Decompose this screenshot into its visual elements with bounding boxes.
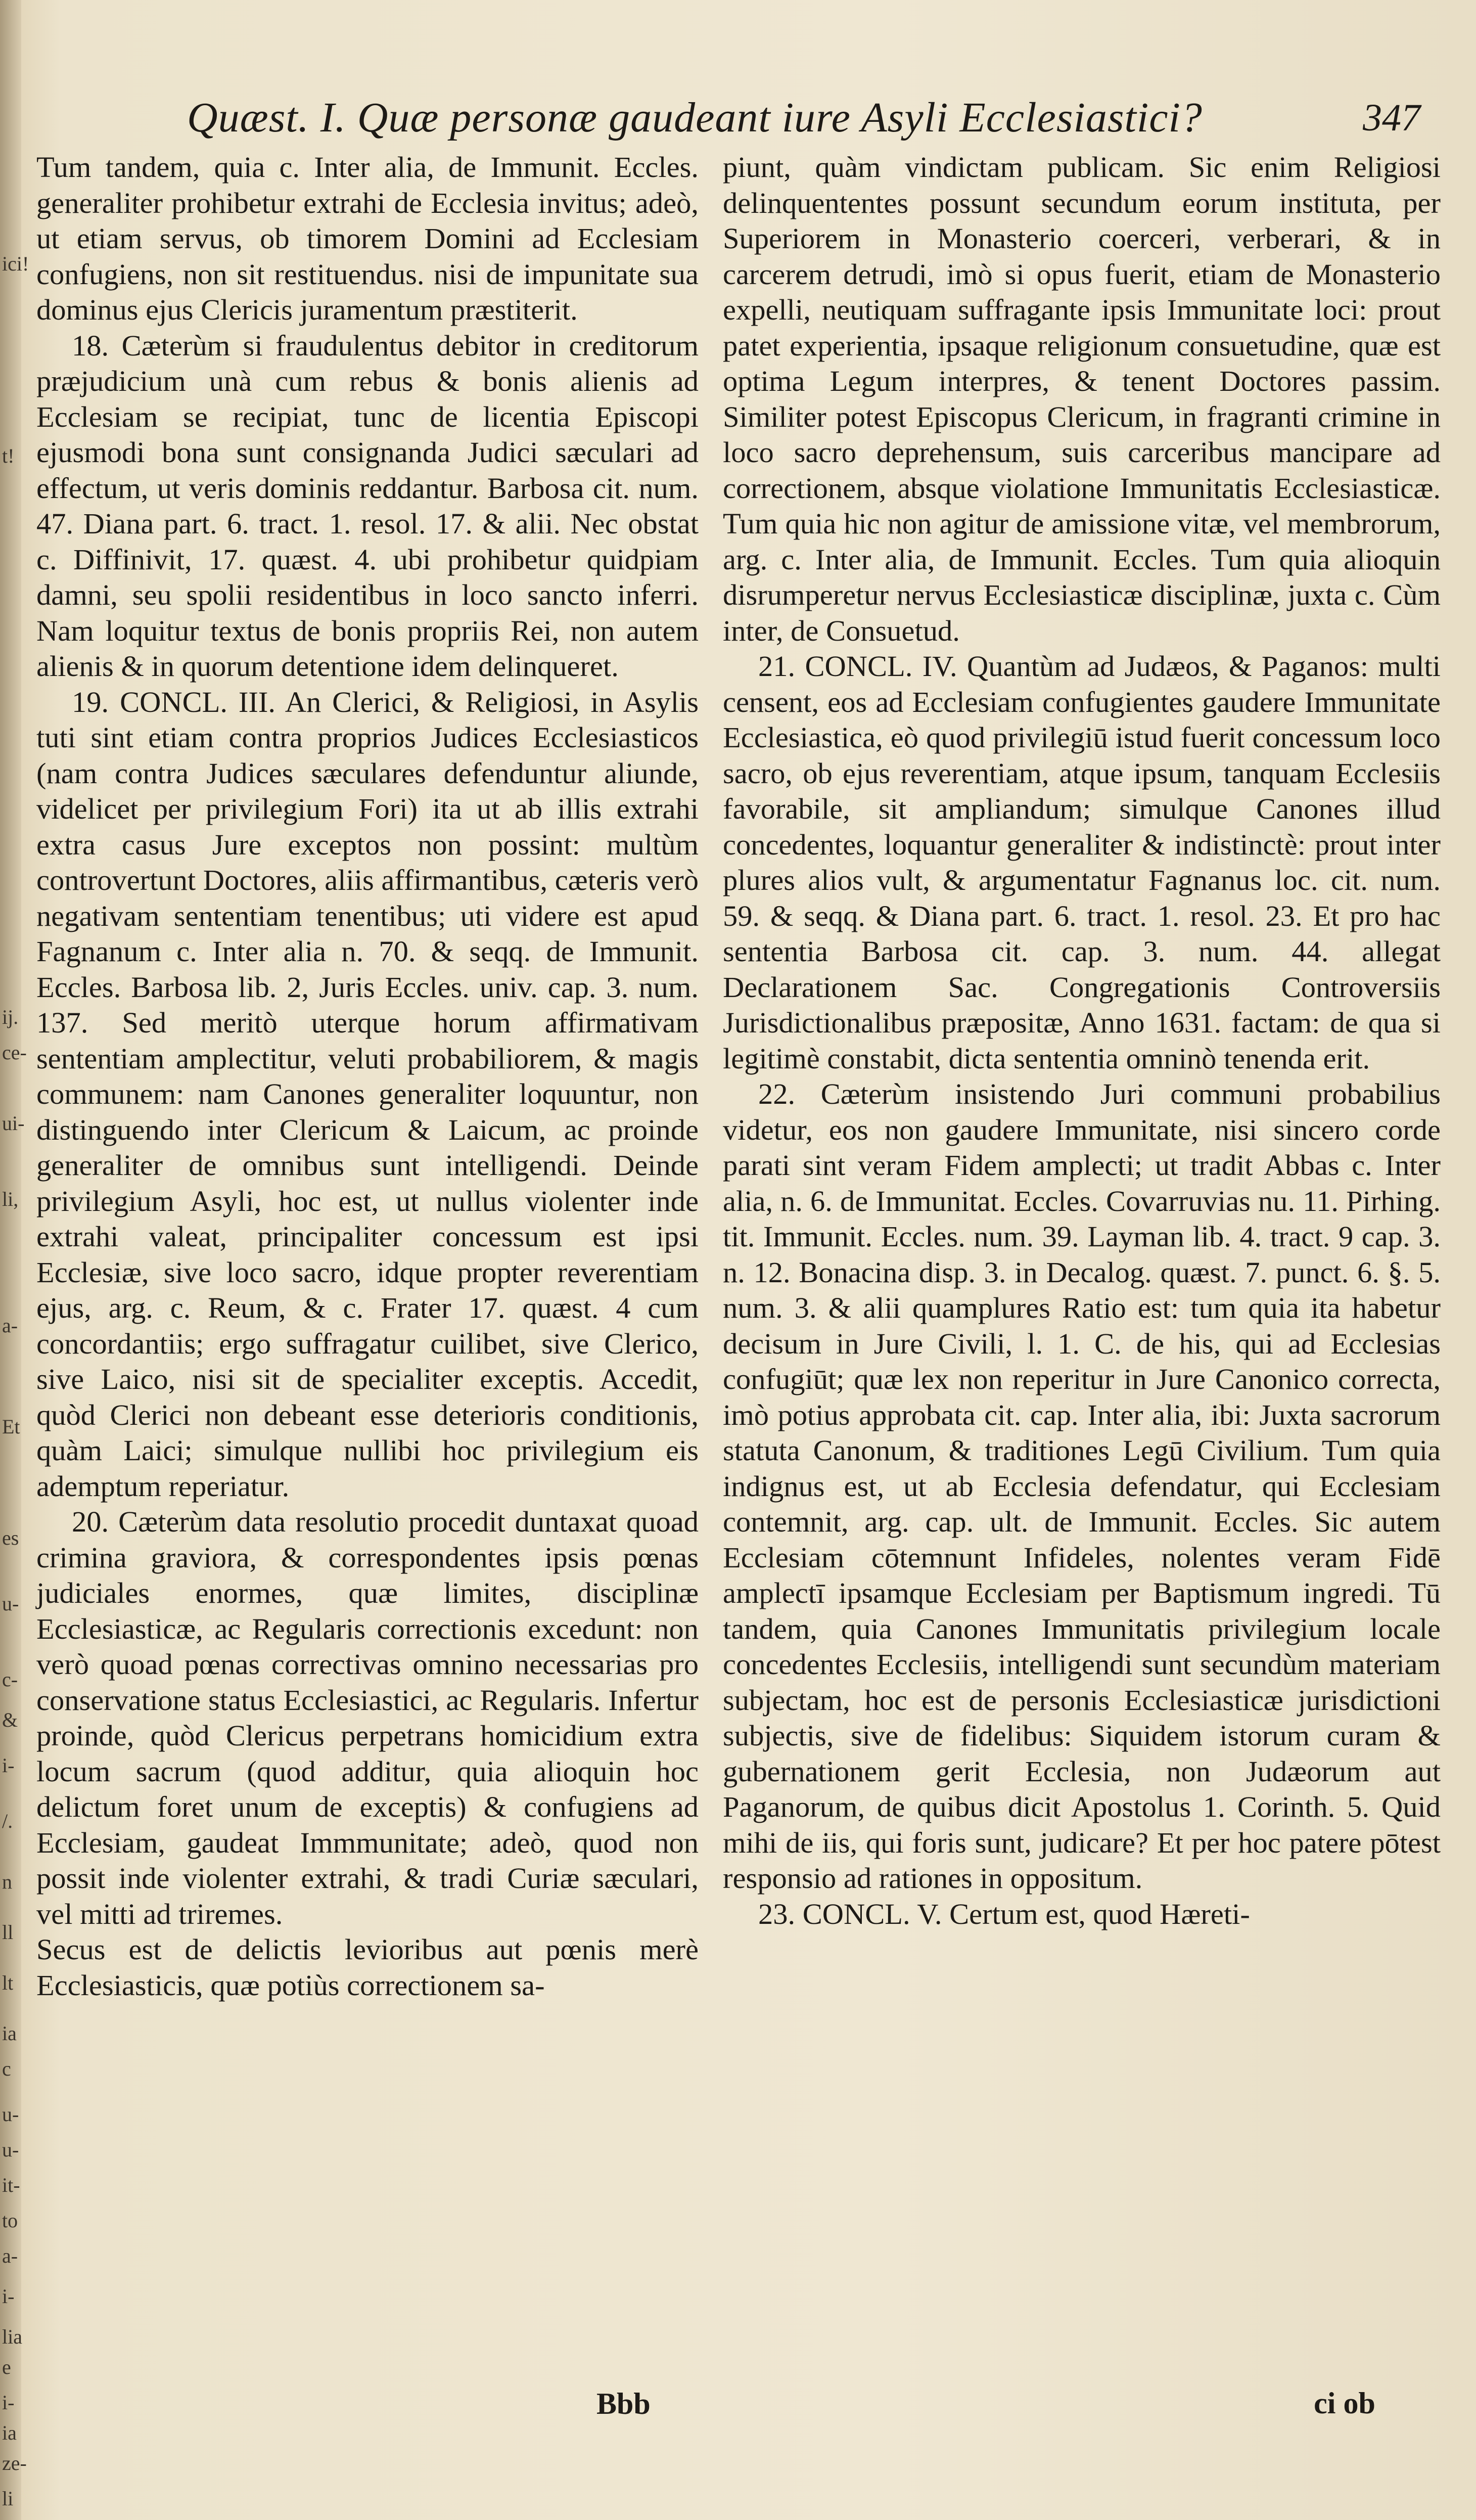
paragraph: 23. CONCL. V. Certum est, quod Hæreti- <box>758 1897 1250 1930</box>
margin-fragment: Et <box>2 1415 20 1438</box>
margin-fragment: ui- <box>2 1112 25 1135</box>
margin-fragment: u- <box>2 1592 19 1615</box>
margin-fragment: ll <box>2 1921 14 1944</box>
page-number: 347 <box>1363 97 1420 139</box>
margin-fragment: i- <box>2 2391 15 2414</box>
margin-fragment: ia <box>2 2421 17 2444</box>
left-column <box>36 150 699 2003</box>
margin-fragment: it- <box>2 2174 20 2196</box>
margin-fragment: lt <box>2 1971 14 1994</box>
margin-fragment: c- <box>2 1668 18 1691</box>
margin-fragment: a- <box>2 1314 18 1337</box>
paragraph: Tum tandem, quia c. Inter alia, de Immunit. Eccles. generaliter prohibetur extrahi de Ecclesia invitus; adeò, ut etiam servus, ob timorem Domini ad Ecclesiam confugiens, non sit restituendus. nisi de impunitate sua dominus ejus Clericis juramentum præstiterit. <box>36 151 699 326</box>
margin-fragment: i- <box>2 2285 15 2308</box>
paragraph: 21. CONCL. IV. Quantùm ad Judæos, & Paganos: multi censent, eos ad Ecclesiam confugientes gaudere Immunitate Ecclesiastica, eò quod privilegiū istud fuerit concessum loco sacro, ob ejus reverentiam, atque ipsum, tanquam Ecclesiis favorabile, sit ampliandum; simulque Canones illud concedentes, loquantur generaliter & indistinctè: prout inter plures alios vult, & argumentatur Fagnanus loc. cit. num. 59. & seqq. & Diana part. 6. tract. 1. resol. 23. Et pro hac sententia Barbosa cit. cap. 3. num. 44. allegat Declarationem Sac. Congregationis Controversiis Jurisdictionalibus præpositæ, Anno 1631. factam: de qua si legitimè constabit, dicta sententia omninò tenenda erit. <box>723 650 1441 1075</box>
margin-fragment: li, <box>2 1188 19 1210</box>
margin-fragment: ce- <box>2 1041 27 1064</box>
running-head: Quæst. I. Quæ personæ gaudeant iure Asyli Ecclesiastici? <box>187 94 1203 141</box>
margin-fragment: ia <box>2 2022 17 2045</box>
margin-fragment: es <box>2 1526 19 1549</box>
margin-fragment: a- <box>2 2244 18 2267</box>
margin-fragment: n <box>2 1870 12 1893</box>
margin-fragment: ze- <box>2 2452 27 2474</box>
catchword: ci ob <box>1314 2387 1375 2420</box>
margin-fragment: lia <box>2 2325 22 2348</box>
margin-fragment: e <box>2 2356 11 2378</box>
margin-fragment: ici! <box>2 252 29 275</box>
right-column <box>723 150 1441 1932</box>
page-header <box>187 90 1420 156</box>
paragraph: Secus est de delictis levioribus aut pœnis merè Ecclesiasticis, quæ potiùs correctionem sa- <box>36 1933 699 2002</box>
margin-fragment: & <box>2 1708 18 1731</box>
margin-fragment: ij. <box>2 1006 19 1028</box>
margin-fragment: li <box>2 2487 14 2510</box>
margin-fragment: t! <box>2 444 15 467</box>
margin-fragment: u- <box>2 2138 19 2161</box>
paragraph: 19. CONCL. III. An Clerici, & Religiosi, in Asylis tuti sint etiam contra proprios Judices Ecclesiasticos (nam contra Judices sæculares defenduntur aliunde, videlicet per privilegium Fori) ita ut ab illis extrahi extra casus Jure exceptos non possint: multùm controvertunt Doctores, aliis affirmantibus, cæteris verò negativam sententiam tenentibus; uti videre est apud Fagnanum c. Inter alia n. 70. & seqq. de Immunit. Eccles. Barbosa lib. 2, Juris Eccles. univ. cap. 3. num. 137. Sed meritò uterque horum affirmativam sententiam amplectitur, veluti probabiliorem, & magis communem: nam Canones generaliter loquuntur, non distinguendo inter Clericum & Laicum, ac proinde generaliter de omnibus sunt intelligendi. Deinde privilegium Asyli, hoc est, ut nullus violenter inde extrahi valeat, principaliter concessum est ipsi Ecclesiæ, sive loco sacro, idque propter reverentiam ejus, arg. c. Reum, & c. Frater 17. quæst. 4 cum concordantiis; ergo suffragatur cuilibet, sive Clerico, sive Laico, nisi sit de specialiter exceptis. Accedit, quòd Clerici non debeant esse deterioris conditionis, quàm Laici; simulque nullibi hoc privilegium eis ademptum reperiatur. <box>36 685 699 1503</box>
paragraph: 18. Cæterùm si fraudulentus debitor in creditorum præjudicium unà cum rebus & bonis alienis ad Ecclesiam se recipiat, tunc de licentia Episcopi ejusmodi bona sunt consignanda Judici sæculari ad effectum, ut veris dominis reddantur. Barbosa cit. num. 47. Diana part. 6. tract. 1. resol. 17. & alii. Nec obstat c. Diffinivit, 17. quæst. 4. ubi prohibetur quidpiam damni, seu spolii residentibus in loco sancto inferri. Nam loquitur textus de bonis propriis Rei, non autem alienis & in quorum detentione idem delinqueret. <box>36 329 699 683</box>
margin-fragment: i- <box>2 1754 15 1777</box>
paragraph: 22. Cæterùm insistendo Juri communi probabilius videtur, eos non gaudere Immunitate, nisi sincero corde parati sint veram Fidem amplecti; ut tradit Abbas c. Inter alia, n. 6. de Immunitat. Eccles. Covarruvias nu. 11. Pirhing. tit. Immunit. Eccles. num. 39. Layman lib. 4. tract. 9 cap. 3. n. 12. Bonacina disp. 3. in Decalog. quæst. 7. punct. 6. §. 5. num. 3. & alii quamplures Ratio est: tum quia ita habetur decisum in Jure Civili, l. 1. C. de his, qui ad Ecclesias confugiūt; quæ lex non reperitur in Jure Canonico correcta, imò potius approbata cit. cap. Inter alia, ibi: Juxta sacrorum statuta Canonum, & traditiones Legū Civilium. Tum quia indignus est, ut ab Ecclesia defendatur, qui Ecclesiam contemnit, arg. cap. ult. de Immunit. Eccles. Sic autem Ecclesiam cōtemnunt Infideles, nolentes veram Fidē amplectī ipsamque Ecclesiam per Baptismum ingredi. Tū tandem, quia Canones Immunitatis privilegium locale concedentes Ecclesiis, intelligendi sunt secundùm materiam subjectam, hoc est de personis Ecclesiasticæ jurisdictioni subjectis, sive de fidelibus: Siquidem istorum curam & gubernationem gerit Ecclesia, non Judæorum aut Paganorum, de quibus dicit Apostolus 1. Corinth. 5. Quid mihi de iis, qui foris sunt, judicare? Et per hoc patere pōtest responsio ad rationes in oppositum. <box>723 1077 1441 1895</box>
margin-fragment: to <box>2 2209 18 2232</box>
paragraph: 20. Cæterùm data resolutio procedit duntaxat quoad crimina graviora, & correspondentes ipsis pœnas judiciales enormes, quæ limites, disciplinæ Ecclesiasticæ, ac Regularis correctionis excedunt: non verò quoad pœnas correctivas omnino necessarias pro conservatione status Ecclesiastici, ac Regularis. Infertur proinde, quòd Clericus perpetrans homicidium extra locum sacrum (quod additur, quia alioquin hoc delictum foret unum de exceptis) & confugiens ad Ecclesiam, gaudeat Immmunitate; adeò, quod non possit inde violenter extrahi, & tradi Curiæ sæculari, vel mitti ad triremes. <box>36 1505 699 1930</box>
margin-fragment: u- <box>2 2103 19 2126</box>
paragraph: piunt, quàm vindictam publicam. Sic enim Religiosi delinquententes possunt secundum eorum instituta, per Superiorem in Monasterio coerceri, verberari, & in carcerem detrudi, imò si opus fuerit, etiam de Monasterio expelli, neutiquam suffragante ipsis Immunitate loci: prout patet experientia, ipsaque religionum consuetudine, quæ est optima Legum interpres, & tenent Doctores passim. Similiter potest Episcopus Clericum, in fragranti crimine in loco sacro deprehensum, suis carceribus mancipare ad correctionem, absque violatione Immunitatis Ecclesiasticæ. Tum quia hic non agitur de amissione vitæ, vel membrorum, arg. c. Inter alia, de Immunit. Eccles. Tum quia alioquin disrumperetur nervus Ecclesiasticæ disciplinæ, juxta c. Cùm inter, de Consuetud. <box>723 151 1441 647</box>
margin-fragment: /. <box>2 1810 13 1832</box>
margin-fragment: c <box>2 2057 11 2080</box>
left-margin-fragments <box>1 0 29 2520</box>
signature-mark: Bbb <box>596 2387 651 2420</box>
